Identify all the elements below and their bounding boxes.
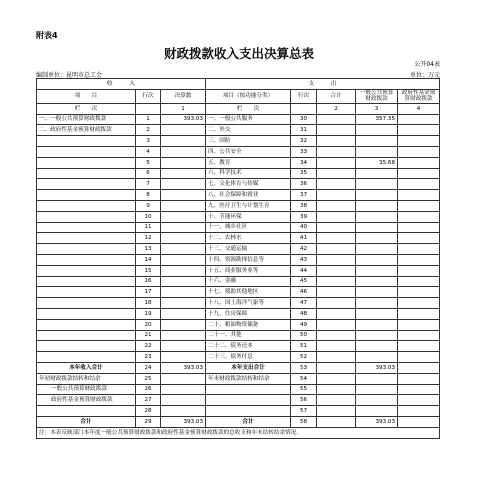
expense-general-budget-cell bbox=[356, 395, 398, 406]
table-row bbox=[37, 190, 440, 201]
income-line-cell: 10 bbox=[136, 211, 161, 222]
expense-line-cell: 33 bbox=[291, 146, 317, 157]
expense-total-cell bbox=[317, 287, 356, 298]
expense-item-cell: 六、科学技术 bbox=[206, 168, 291, 179]
income-line-cell: 29 bbox=[136, 416, 161, 427]
income-line-cell: 11 bbox=[136, 222, 161, 233]
income-line-cell: 23 bbox=[136, 352, 161, 363]
income-line-cell: 6 bbox=[136, 168, 161, 179]
note-row bbox=[37, 427, 440, 438]
expense-general-budget-cell bbox=[356, 265, 398, 276]
expense-line-cell: 35 bbox=[291, 168, 317, 179]
expense-total-cell bbox=[317, 352, 356, 363]
expense-gov-fund-cell bbox=[398, 146, 440, 157]
income-line-cell: 28 bbox=[136, 406, 161, 417]
expense-total-cell bbox=[317, 416, 356, 427]
expense-gov-fund-cell bbox=[398, 244, 440, 255]
expense-gov-fund-cell bbox=[398, 416, 440, 427]
expense-general-budget-cell bbox=[356, 319, 398, 330]
expense-item-cell: 九、医疗卫生与计划生育 bbox=[206, 200, 291, 211]
expense-gov-fund-cell bbox=[398, 384, 440, 395]
income-line-cell: 3 bbox=[136, 136, 161, 147]
expense-gov-fund-cell bbox=[398, 222, 440, 233]
expense-line-cell: 34 bbox=[291, 157, 317, 168]
income-amount-cell bbox=[161, 146, 206, 157]
col-label-cell: 栏 次 bbox=[206, 103, 291, 114]
expense-item-cell: 年末财政拨款结转和结余 bbox=[206, 373, 291, 384]
expense-total-cell bbox=[317, 406, 356, 417]
col-line-header: 行次 bbox=[136, 89, 161, 103]
expense-item-cell: 四、公共安全 bbox=[206, 146, 291, 157]
expense-line-cell: 58 bbox=[291, 416, 317, 427]
expense-line-cell: 47 bbox=[291, 298, 317, 309]
income-item-cell bbox=[37, 136, 136, 147]
expense-total-cell bbox=[317, 308, 356, 319]
expense-gov-fund-cell bbox=[398, 114, 440, 125]
form-number: 公开04表 bbox=[414, 61, 440, 68]
expense-item-cell: 十四、资源勘探信息等 bbox=[206, 254, 291, 265]
expense-gov-fund-cell bbox=[398, 233, 440, 244]
expense-gov-fund-cell bbox=[398, 190, 440, 201]
table-row bbox=[37, 244, 440, 255]
table-row bbox=[37, 114, 440, 125]
col-item-header: 项 目 bbox=[37, 89, 136, 103]
expense-line-cell: 48 bbox=[291, 308, 317, 319]
expense-item-cell: 七、文化体育与传媒 bbox=[206, 179, 291, 190]
expense-line-cell: 52 bbox=[291, 352, 317, 363]
table-row bbox=[37, 319, 440, 330]
income-item-cell: 合计 bbox=[37, 416, 136, 427]
expense-line-cell: 54 bbox=[291, 373, 317, 384]
income-line-cell: 1 bbox=[136, 114, 161, 125]
expense-item-cell bbox=[206, 384, 291, 395]
expense-item-cell: 一、一般公共服务 bbox=[206, 114, 291, 125]
table-row bbox=[37, 395, 440, 406]
income-amount-cell bbox=[161, 136, 206, 147]
expense-general-budget-cell bbox=[356, 200, 398, 211]
expense-line-cell: 49 bbox=[291, 319, 317, 330]
expense-item-cell: 十二、农林水 bbox=[206, 233, 291, 244]
expense-total-cell bbox=[317, 244, 356, 255]
table-row bbox=[37, 136, 440, 147]
income-amount-cell bbox=[161, 341, 206, 352]
income-amount-cell: 393.03 bbox=[161, 362, 206, 373]
expense-gov-fund-cell bbox=[398, 319, 440, 330]
col-number-2: 2 bbox=[317, 103, 356, 114]
expense-general-budget-cell bbox=[356, 298, 398, 309]
empty-cell bbox=[291, 103, 317, 114]
income-amount-cell bbox=[161, 265, 206, 276]
income-amount-cell bbox=[161, 190, 206, 201]
expense-general-budget-cell bbox=[356, 146, 398, 157]
income-amount-cell bbox=[161, 395, 206, 406]
income-amount-cell bbox=[161, 373, 206, 384]
col-total-header: 合计 bbox=[317, 89, 356, 103]
expense-total-cell bbox=[317, 146, 356, 157]
col-final-header: 决算数 bbox=[161, 89, 206, 103]
income-item-cell bbox=[37, 168, 136, 179]
expense-item-cell: 二十、粮油物资储备 bbox=[206, 319, 291, 330]
expense-general-budget-cell bbox=[356, 287, 398, 298]
expense-total-cell bbox=[317, 384, 356, 395]
expense-gov-fund-cell bbox=[398, 330, 440, 341]
col-exp-line-header: 行次 bbox=[291, 89, 317, 103]
expense-gov-fund-cell bbox=[398, 179, 440, 190]
table-row bbox=[37, 330, 440, 341]
expense-line-cell: 57 bbox=[291, 406, 317, 417]
expense-gov-fund-cell bbox=[398, 362, 440, 373]
expense-item-cell: 十九、住房保障 bbox=[206, 308, 291, 319]
expense-item-cell: 三、国防 bbox=[206, 136, 291, 147]
expense-line-cell: 44 bbox=[291, 265, 317, 276]
income-amount-cell bbox=[161, 352, 206, 363]
table-row bbox=[37, 125, 440, 136]
expense-total-cell bbox=[317, 373, 356, 384]
expense-item-cell: 十一、城乡社区 bbox=[206, 222, 291, 233]
expense-item-cell: 二十一、其他 bbox=[206, 330, 291, 341]
income-amount-cell bbox=[161, 384, 206, 395]
income-line-cell: 12 bbox=[136, 233, 161, 244]
expense-line-cell: 38 bbox=[291, 200, 317, 211]
expense-item-cell: 十五、商业服务业等 bbox=[206, 265, 291, 276]
income-line-cell: 20 bbox=[136, 319, 161, 330]
income-amount-cell bbox=[161, 211, 206, 222]
expense-line-cell: 31 bbox=[291, 125, 317, 136]
col-exp-item-header: 项目（按功能分类） bbox=[206, 89, 291, 103]
expense-general-budget-cell bbox=[356, 233, 398, 244]
expense-total-cell bbox=[317, 362, 356, 373]
income-item-cell bbox=[37, 254, 136, 265]
expense-total-cell bbox=[317, 190, 356, 201]
expense-general-budget-cell: 35.68 bbox=[356, 157, 398, 168]
expense-line-cell: 46 bbox=[291, 287, 317, 298]
expense-gov-fund-cell bbox=[398, 373, 440, 384]
table-row bbox=[37, 406, 440, 417]
table-row bbox=[37, 308, 440, 319]
footnote: 注：本表反映部门本年度一般公共预算财政拨款和政府性基金预算财政拨款的总收支和年末结转结余情况。 bbox=[37, 427, 440, 438]
expense-gov-fund-cell bbox=[398, 287, 440, 298]
income-line-cell: 19 bbox=[136, 308, 161, 319]
income-item-cell: 二、政府性基金预算财政拨款 bbox=[37, 125, 136, 136]
expense-gov-fund-cell bbox=[398, 298, 440, 309]
expense-general-budget-cell bbox=[356, 125, 398, 136]
expense-total-cell bbox=[317, 157, 356, 168]
expense-general-budget-cell bbox=[356, 222, 398, 233]
table-row bbox=[37, 276, 440, 287]
income-line-cell: 9 bbox=[136, 200, 161, 211]
income-line-cell: 13 bbox=[136, 244, 161, 255]
income-line-cell: 18 bbox=[136, 298, 161, 309]
expense-general-budget-cell bbox=[356, 190, 398, 201]
expense-gov-fund-cell bbox=[398, 341, 440, 352]
expense-gov-fund-cell bbox=[398, 200, 440, 211]
expense-total-cell bbox=[317, 114, 356, 125]
income-amount-cell bbox=[161, 319, 206, 330]
income-amount-cell bbox=[161, 200, 206, 211]
income-line-cell: 24 bbox=[136, 362, 161, 373]
income-line-cell: 4 bbox=[136, 146, 161, 157]
income-item-cell bbox=[37, 406, 136, 417]
expense-total-cell bbox=[317, 298, 356, 309]
expense-item-cell: 二十二、债务还本 bbox=[206, 341, 291, 352]
expense-line-cell: 43 bbox=[291, 254, 317, 265]
income-item-cell bbox=[37, 179, 136, 190]
expense-total-cell bbox=[317, 179, 356, 190]
expense-gov-fund-cell bbox=[398, 157, 440, 168]
expense-general-budget-cell bbox=[356, 341, 398, 352]
income-item-cell bbox=[37, 319, 136, 330]
expense-total-cell bbox=[317, 254, 356, 265]
income-header: 收 入 bbox=[37, 79, 206, 90]
expense-general-budget-cell bbox=[356, 330, 398, 341]
page-title: 财政拨款收入支出决算总表 bbox=[163, 46, 314, 61]
income-amount-cell bbox=[161, 168, 206, 179]
col-label-cell: 栏 次 bbox=[37, 103, 136, 114]
expense-general-budget-cell bbox=[356, 136, 398, 147]
expense-general-budget-cell: 393.03 bbox=[356, 416, 398, 427]
attachment-label: 附表4 bbox=[36, 31, 58, 40]
income-amount-cell: 393.03 bbox=[161, 416, 206, 427]
expense-general-budget-cell bbox=[356, 179, 398, 190]
expense-general-budget-cell bbox=[356, 406, 398, 417]
table-row bbox=[37, 179, 440, 190]
income-amount-cell bbox=[161, 308, 206, 319]
currency-unit: 单位：万元 bbox=[409, 72, 440, 79]
income-item-cell bbox=[37, 287, 136, 298]
expense-general-budget-cell bbox=[356, 276, 398, 287]
compiling-unit: 编制单位：昆明市总工会 bbox=[36, 72, 103, 79]
expense-total-cell bbox=[317, 222, 356, 233]
expense-line-cell: 37 bbox=[291, 190, 317, 201]
expense-line-cell: 40 bbox=[291, 222, 317, 233]
table-row bbox=[37, 168, 440, 179]
table-row bbox=[37, 287, 440, 298]
income-line-cell: 26 bbox=[136, 384, 161, 395]
income-line-cell: 7 bbox=[136, 179, 161, 190]
income-item-cell bbox=[37, 190, 136, 201]
income-amount-cell bbox=[161, 244, 206, 255]
income-item-cell bbox=[37, 308, 136, 319]
income-amount-cell bbox=[161, 330, 206, 341]
expense-general-budget-cell bbox=[356, 384, 398, 395]
expense-general-budget-cell bbox=[356, 211, 398, 222]
income-amount-cell bbox=[161, 287, 206, 298]
income-item-cell: 政府性基金预算财政拨款 bbox=[37, 395, 136, 406]
income-line-cell: 5 bbox=[136, 157, 161, 168]
expense-gov-fund-cell bbox=[398, 406, 440, 417]
expense-line-cell: 55 bbox=[291, 384, 317, 395]
income-item-cell: 本年收入合计 bbox=[37, 362, 136, 373]
income-item-cell: 一般公共预算财政拨款 bbox=[37, 384, 136, 395]
income-item-cell bbox=[37, 330, 136, 341]
expense-general-budget-cell bbox=[356, 308, 398, 319]
expense-total-cell bbox=[317, 341, 356, 352]
expense-total-cell bbox=[317, 265, 356, 276]
income-item-cell bbox=[37, 233, 136, 244]
income-line-cell: 14 bbox=[136, 254, 161, 265]
table-row bbox=[37, 200, 440, 211]
expense-gov-fund-cell bbox=[398, 395, 440, 406]
expense-total-cell bbox=[317, 395, 356, 406]
income-amount-cell bbox=[161, 254, 206, 265]
income-amount-cell bbox=[161, 157, 206, 168]
expense-item-cell: 十八、国土海洋气象等 bbox=[206, 298, 291, 309]
income-item-cell bbox=[37, 200, 136, 211]
income-item-cell bbox=[37, 352, 136, 363]
income-item-cell bbox=[37, 276, 136, 287]
expense-line-cell: 39 bbox=[291, 211, 317, 222]
table-row bbox=[37, 352, 440, 363]
expense-item-cell: 本年支出合计 bbox=[206, 362, 291, 373]
expense-total-cell bbox=[317, 125, 356, 136]
income-item-cell: 年初财政拨款结转和结余 bbox=[37, 373, 136, 384]
expense-line-cell: 45 bbox=[291, 276, 317, 287]
income-line-cell: 27 bbox=[136, 395, 161, 406]
income-line-cell: 15 bbox=[136, 265, 161, 276]
expense-line-cell: 51 bbox=[291, 341, 317, 352]
expense-item-cell bbox=[206, 406, 291, 417]
expense-total-cell bbox=[317, 168, 356, 179]
expense-total-cell bbox=[317, 211, 356, 222]
col-number-1: 1 bbox=[161, 103, 206, 114]
expense-line-cell: 50 bbox=[291, 330, 317, 341]
expense-gov-fund-cell bbox=[398, 352, 440, 363]
table-row bbox=[37, 265, 440, 276]
expense-total-cell bbox=[317, 319, 356, 330]
table-row bbox=[37, 146, 440, 157]
expense-item-cell: 八、社会保障和就业 bbox=[206, 190, 291, 201]
income-amount-cell bbox=[161, 179, 206, 190]
income-item-cell: 一、一般公共预算财政拨款 bbox=[37, 114, 136, 125]
table-row bbox=[37, 362, 440, 373]
expense-item-cell: 十七、援助其他地区 bbox=[206, 287, 291, 298]
income-item-cell bbox=[37, 244, 136, 255]
table-row bbox=[37, 384, 440, 395]
income-item-cell bbox=[37, 341, 136, 352]
col-number-4: 4 bbox=[398, 103, 440, 114]
income-line-cell: 17 bbox=[136, 287, 161, 298]
income-line-cell: 16 bbox=[136, 276, 161, 287]
expense-item-cell: 五、教育 bbox=[206, 157, 291, 168]
income-item-cell bbox=[37, 298, 136, 309]
expense-gov-fund-cell bbox=[398, 308, 440, 319]
expense-item-cell: 十六、金融 bbox=[206, 276, 291, 287]
expense-line-cell: 32 bbox=[291, 136, 317, 147]
income-item-cell bbox=[37, 222, 136, 233]
expense-line-cell: 56 bbox=[291, 395, 317, 406]
income-line-cell: 2 bbox=[136, 125, 161, 136]
expense-total-cell bbox=[317, 276, 356, 287]
col-gov-fund-header: 政府性基金预算财政拨款 bbox=[398, 89, 440, 103]
budget-table bbox=[36, 78, 440, 439]
expense-total-cell bbox=[317, 233, 356, 244]
income-amount-cell bbox=[161, 222, 206, 233]
expense-general-budget-cell: 357.35 bbox=[356, 114, 398, 125]
income-amount-cell bbox=[161, 298, 206, 309]
income-item-cell bbox=[37, 265, 136, 276]
expense-general-budget-cell: 393.03 bbox=[356, 362, 398, 373]
expense-total-cell bbox=[317, 136, 356, 147]
expense-gov-fund-cell bbox=[398, 168, 440, 179]
income-line-cell: 25 bbox=[136, 373, 161, 384]
table-row bbox=[37, 254, 440, 265]
col-gen-budget-header: 一般公共预算财政拨款 bbox=[356, 89, 398, 103]
income-amount-cell bbox=[161, 406, 206, 417]
table-row bbox=[37, 222, 440, 233]
expense-gov-fund-cell bbox=[398, 211, 440, 222]
empty-cell bbox=[136, 103, 161, 114]
expense-gov-fund-cell bbox=[398, 136, 440, 147]
income-amount-cell bbox=[161, 233, 206, 244]
expense-general-budget-cell bbox=[356, 244, 398, 255]
income-item-cell bbox=[37, 146, 136, 157]
expense-item-cell: 十、节能环保 bbox=[206, 211, 291, 222]
expense-item-cell: 二十三、债务付息 bbox=[206, 352, 291, 363]
income-item-cell bbox=[37, 157, 136, 168]
income-amount-cell bbox=[161, 125, 206, 136]
income-line-cell: 8 bbox=[136, 190, 161, 201]
table-row bbox=[37, 298, 440, 309]
income-line-cell: 21 bbox=[136, 330, 161, 341]
income-item-cell bbox=[37, 211, 136, 222]
expense-gov-fund-cell bbox=[398, 265, 440, 276]
expense-line-cell: 30 bbox=[291, 114, 317, 125]
expense-item-cell bbox=[206, 395, 291, 406]
expense-gov-fund-cell bbox=[398, 125, 440, 136]
expense-line-cell: 41 bbox=[291, 233, 317, 244]
income-line-cell: 22 bbox=[136, 341, 161, 352]
expense-line-cell: 36 bbox=[291, 179, 317, 190]
expense-gov-fund-cell bbox=[398, 254, 440, 265]
expense-item-cell: 合计 bbox=[206, 416, 291, 427]
expense-item-cell: 十三、交通运输 bbox=[206, 244, 291, 255]
expense-total-cell bbox=[317, 330, 356, 341]
table-row bbox=[37, 416, 440, 427]
expense-general-budget-cell bbox=[356, 254, 398, 265]
table-row bbox=[37, 373, 440, 384]
expense-header: 支 出 bbox=[206, 79, 440, 90]
table-row bbox=[37, 211, 440, 222]
income-amount-cell: 393.03 bbox=[161, 114, 206, 125]
expense-item-cell: 二、外交 bbox=[206, 125, 291, 136]
income-amount-cell bbox=[161, 276, 206, 287]
expense-total-cell bbox=[317, 200, 356, 211]
col-number-3: 3 bbox=[356, 103, 398, 114]
table-row bbox=[37, 233, 440, 244]
table-row bbox=[37, 157, 440, 168]
expense-general-budget-cell bbox=[356, 352, 398, 363]
expense-gov-fund-cell bbox=[398, 276, 440, 287]
expense-line-cell: 53 bbox=[291, 362, 317, 373]
expense-line-cell: 42 bbox=[291, 244, 317, 255]
table-row bbox=[37, 341, 440, 352]
expense-general-budget-cell bbox=[356, 168, 398, 179]
expense-general-budget-cell bbox=[356, 373, 398, 384]
